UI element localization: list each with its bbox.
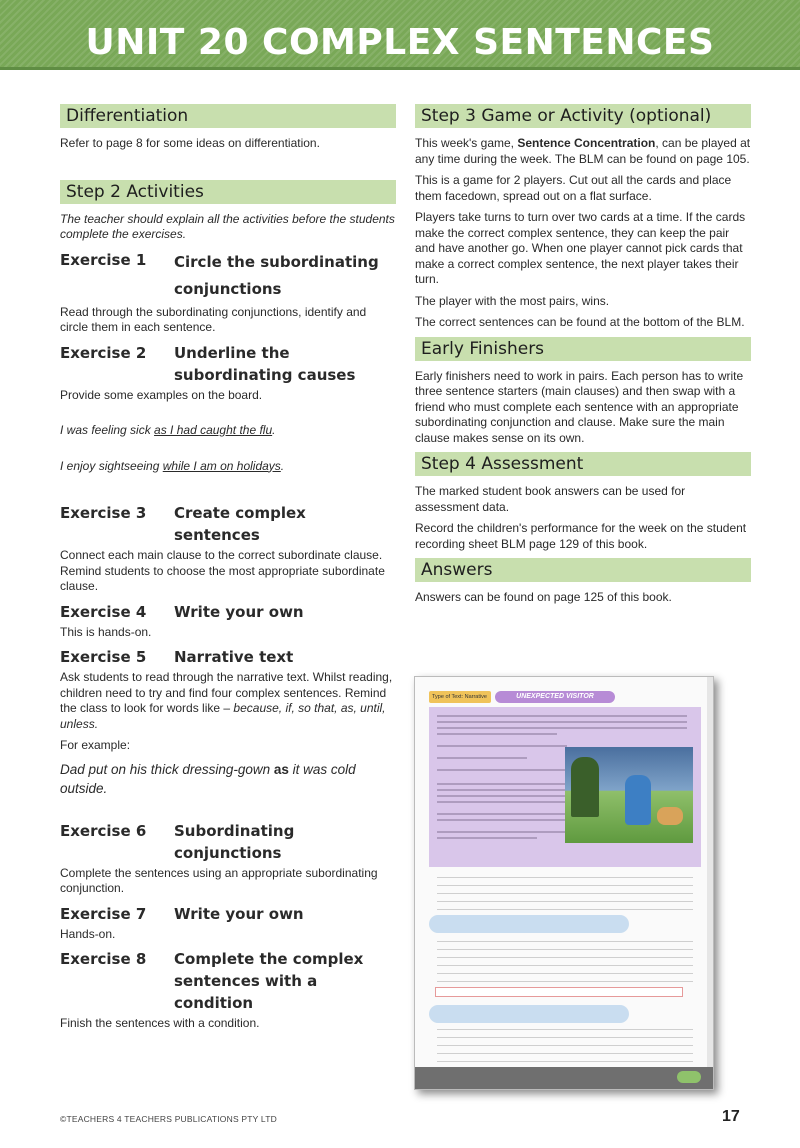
step3-paragraph-4: The player with the most pairs, wins. xyxy=(415,293,610,308)
exercise-7-title: Write your own xyxy=(174,904,304,923)
step2-intro: The teacher should explain all the activities before the students complete the exercises. xyxy=(60,211,395,241)
copyright-footer: ©TEACHERS 4 TEACHERS PUBLICATIONS PTY LTD xyxy=(60,1114,277,1124)
step3-paragraph-3: Players take turns to turn over two cards at a time. If the cards make the correct complex sentence, they can keep the pair and have another go. When one player cannot pick cards that make a correct complex sentence, the next player takes their turn. xyxy=(415,210,746,286)
exercise-1-text: Read through the subordinating conjunctions, identify and circle them in each sentence. xyxy=(60,304,367,334)
step3-paragraph-2: This is a game for 2 players. Cut out all the cards and place them facedown, spread out on a flat surface. xyxy=(415,173,732,203)
student-page-thumbnail xyxy=(414,676,714,1090)
exercise-7-heading xyxy=(60,903,396,925)
exercise-1-number: Exercise 1 xyxy=(60,250,147,269)
thumbnail-title: UNEXPECTED VISITOR xyxy=(495,691,615,703)
exercise-8-title: Complete the complex sentences with a condition xyxy=(174,950,364,1012)
exercise-3-title: Create complex sentences xyxy=(174,504,306,544)
example-sentence-b: I enjoy sightseeing while I am on holidays. xyxy=(60,458,285,473)
page-number: 17 xyxy=(722,1108,740,1125)
exercise-4-number: Exercise 4 xyxy=(60,602,147,621)
exercise-2-heading xyxy=(60,342,396,386)
exercise-4-heading xyxy=(60,601,396,623)
thumbnail-narrative-panel xyxy=(429,707,701,867)
exercise-1-heading xyxy=(60,249,396,303)
exercise-7-number: Exercise 7 xyxy=(60,904,147,923)
exercise-5-title: Narrative text xyxy=(174,648,294,666)
step2-heading: Step 2 Activities xyxy=(60,180,396,204)
exercise-5-number: Exercise 5 xyxy=(60,648,147,666)
thumbnail-text-type-tag: Type of Text: Narrative xyxy=(429,691,491,703)
exercise-5-heading xyxy=(60,646,396,668)
exercise-8-number: Exercise 8 xyxy=(60,950,147,968)
exercise-4-text: This is hands-on. xyxy=(60,624,152,639)
answers-text: Answers can be found on page 125 of this book. xyxy=(415,590,672,604)
exercise-7-text: Hands-on. xyxy=(60,926,116,941)
answers-heading: Answers xyxy=(415,558,751,582)
exercise-3-number: Exercise 3 xyxy=(60,504,147,522)
right-column xyxy=(415,104,751,612)
step4-paragraph-1: The marked student book answers can be used for assessment data. xyxy=(415,484,686,514)
exercise-6-heading xyxy=(60,820,396,864)
exercise-2-title: Underline the subordinating causes xyxy=(174,343,356,384)
step4-heading: Step 4 Assessment xyxy=(415,452,751,476)
example-sentence-a: I was feeling sick as I had caught the flu. xyxy=(60,423,276,437)
step3-heading: Step 3 Game or Activity (optional) xyxy=(415,104,751,128)
for-example-label: For example: xyxy=(60,738,131,752)
early-finishers-heading: Early Finishers xyxy=(415,337,751,361)
early-finishers-text: Early finishers need to work in pairs. Each person has to write three sentence starters (main clauses) and then swap with a friend who must complete each sentence with an appropriate subordinating conjunction and clause. Make sure the main clause makes sense on its own. xyxy=(415,368,744,445)
exercise-6-title: Subordinating conjunctions xyxy=(174,821,295,862)
differentiation-heading: Differentiation xyxy=(60,104,396,128)
unit-title: UNIT 20 COMPLEX SENTENCES xyxy=(85,22,715,63)
exercise-6-text: Complete the sentences using an appropriate subordinating conjunction. xyxy=(60,865,378,895)
differentiation-text: Refer to page 8 for some ideas on differentiation. xyxy=(60,136,320,150)
narrative-example: Dad put on his thick dressing-gown as it was cold outside. xyxy=(60,761,356,796)
left-column xyxy=(60,104,396,1038)
exercise-3-heading xyxy=(60,502,396,546)
thumbnail-illustration xyxy=(565,747,693,843)
exercise-8-text: Finish the sentences with a condition. xyxy=(60,1016,260,1030)
exercise-1-title: Circle the subordinating conjunctions xyxy=(174,252,379,298)
exercise-6-number: Exercise 6 xyxy=(60,821,147,840)
exercise-4-title: Write your own xyxy=(174,602,304,621)
exercise-2-number: Exercise 2 xyxy=(60,343,147,362)
step4-paragraph-2: Record the children's performance for the week on the student recording sheet BLM page 129 of this book. xyxy=(415,521,747,551)
exercise-8-heading xyxy=(60,948,396,1014)
step3-paragraph-5: The correct sentences can be found at the bottom of the BLM. xyxy=(415,315,745,329)
exercise-3-text: Connect each main clause to the correct subordinate clause. Remind students to choose the most appropriate subordinate clause. xyxy=(60,548,385,593)
unit-banner xyxy=(0,0,800,70)
exercise-5-text: Ask students to read through the narrative text. Whilst reading, children need to try and find four complex sentences. Remind the class to look for words like – because, if, so that, as, until, unless. xyxy=(60,670,393,731)
step3-paragraph-1: This week's game, Sentence Concentration, can be played at any time during the week. The BLM can be found on page 105. xyxy=(415,136,751,166)
exercise-2-text: Provide some examples on the board. xyxy=(60,387,263,402)
